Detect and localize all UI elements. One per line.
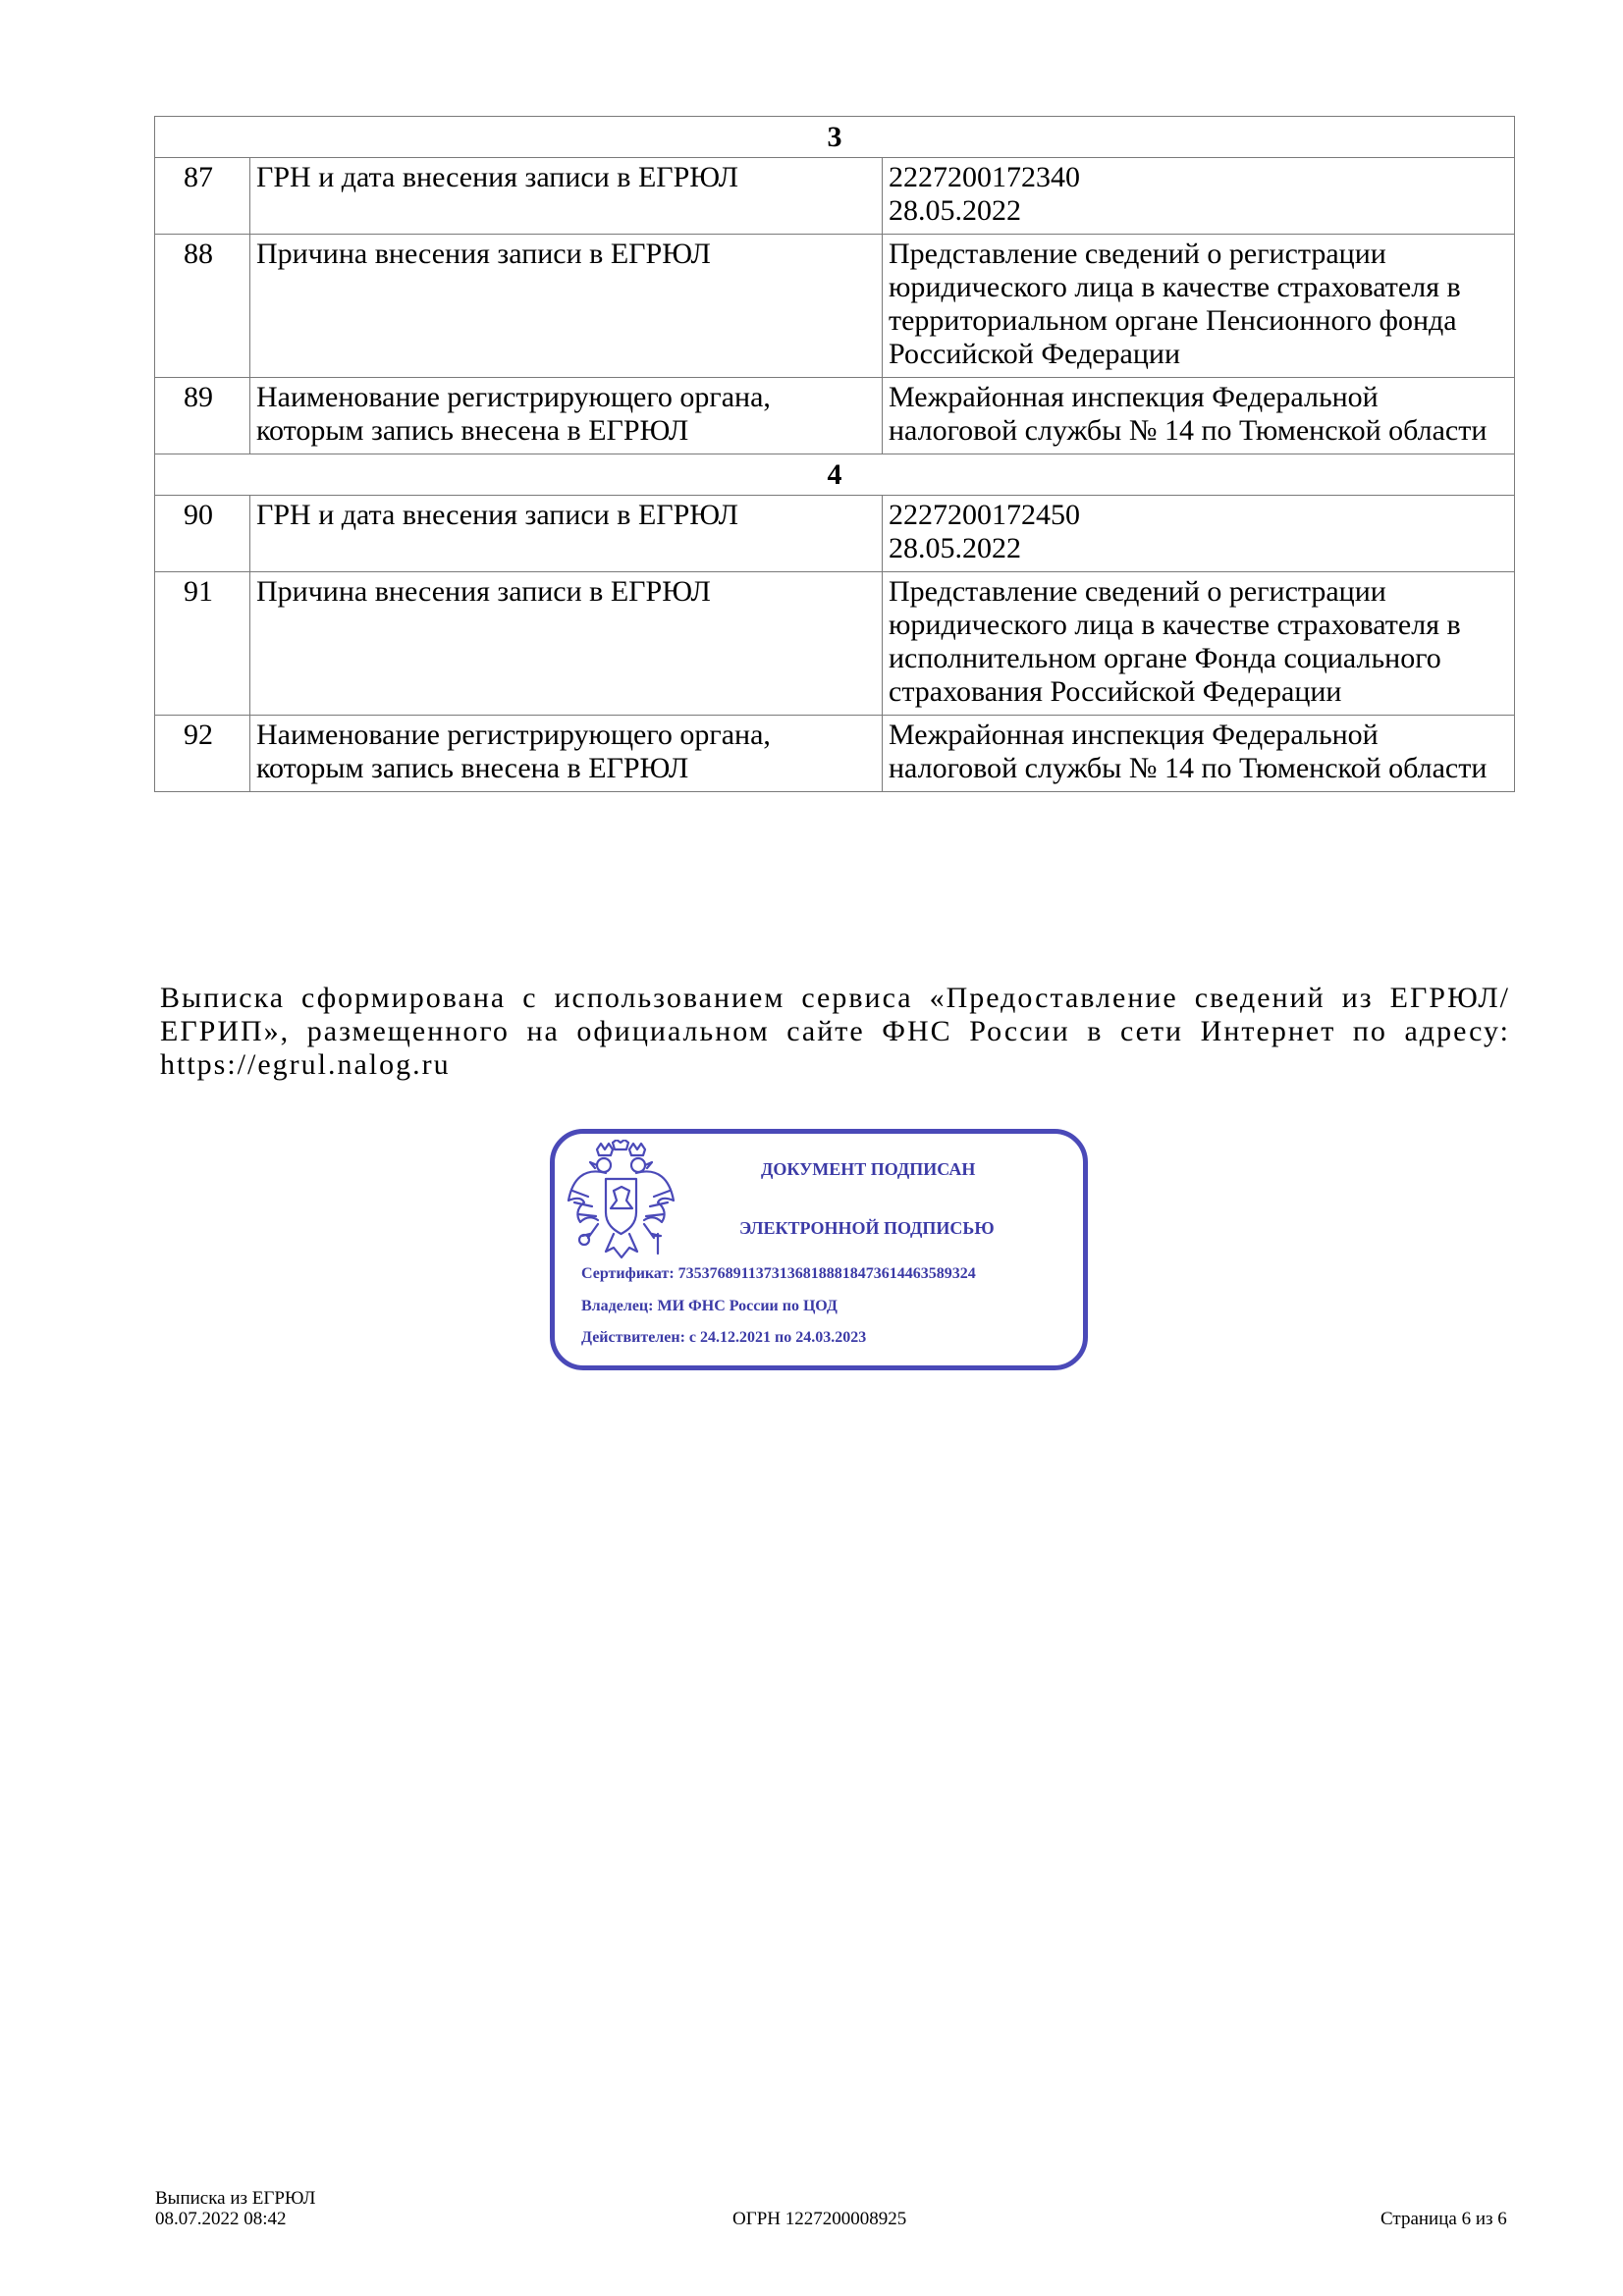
section-row-3 [155, 117, 1515, 158]
footer-doc-info [155, 2188, 315, 2229]
table-row [155, 158, 1515, 235]
grn-value: 2227200172450 [889, 499, 1080, 531]
stamp-validity: Действителен: с 24.12.2021 по 24.03.2023 [581, 1329, 867, 1346]
table-row [155, 235, 1515, 378]
row-number: 90 [155, 496, 250, 572]
row-value: Представление сведений о регистрации юридического лица в качестве страхователя в территориальном органе Пенсионного фонда Российской Федерации [883, 235, 1515, 378]
row-number: 92 [155, 716, 250, 792]
section-number: 3 [155, 117, 1515, 158]
footer-doc-name: Выписка из ЕГРЮЛ [155, 2188, 316, 2209]
table-row [155, 378, 1515, 454]
table-row [155, 572, 1515, 716]
footer-page-number: Страница 6 из 6 [1380, 2209, 1507, 2229]
stamp-certificate: Сертификат: 73537689113731368188818473614463589324 [581, 1265, 976, 1282]
row-value [883, 496, 1515, 572]
row-value: Межрайонная инспекция Федеральной налоговой службы № 14 по Тюменской области [883, 378, 1515, 454]
row-label: ГРН и дата внесения записи в ЕГРЮЛ [250, 158, 883, 235]
row-label: Наименование регистрирующего органа, которым запись внесена в ЕГРЮЛ [250, 716, 883, 792]
egrul-records-table [154, 116, 1515, 792]
service-notice: Выписка сформирована с использованием сервиса «Предоставление сведений из ЕГРЮЛ/ЕГРИП», размещенного на официальном сайте ФНС России в сети Интернет по адресу: https://egrul.nalog.ru [160, 982, 1510, 1081]
footer-datetime: 08.07.2022 08:42 [155, 2209, 287, 2229]
record-date: 28.05.2022 [889, 194, 1021, 227]
stamp-title-line1: ДОКУМЕНТ ПОДПИСАН [761, 1159, 976, 1179]
row-number: 88 [155, 235, 250, 378]
stamp-owner: Владелец: МИ ФНС России по ЦОД [581, 1298, 838, 1314]
row-value: Представление сведений о регистрации юридического лица в качестве страхователя в исполнительном органе Фонда социального страхования Российской Федерации [883, 572, 1515, 716]
stamp-title-line2: ЭЛЕКТРОННОЙ ПОДПИСЬЮ [739, 1218, 995, 1238]
section-row-4 [155, 454, 1515, 496]
row-number: 89 [155, 378, 250, 454]
table-row [155, 496, 1515, 572]
footer-ogrn: ОГРН 1227200008925 [732, 2209, 907, 2229]
section-number: 4 [155, 454, 1515, 496]
grn-value: 2227200172340 [889, 161, 1080, 193]
double-headed-eagle-emblem-icon [565, 1140, 677, 1267]
record-date: 28.05.2022 [889, 532, 1021, 564]
row-label: Наименование регистрирующего органа, которым запись внесена в ЕГРЮЛ [250, 378, 883, 454]
row-number: 87 [155, 158, 250, 235]
row-value [883, 158, 1515, 235]
row-label: Причина внесения записи в ЕГРЮЛ [250, 235, 883, 378]
row-label: Причина внесения записи в ЕГРЮЛ [250, 572, 883, 716]
row-value: Межрайонная инспекция Федеральной налоговой службы № 14 по Тюменской области [883, 716, 1515, 792]
electronic-signature-stamp [550, 1129, 1088, 1370]
row-number: 91 [155, 572, 250, 716]
row-label: ГРН и дата внесения записи в ЕГРЮЛ [250, 496, 883, 572]
table-row [155, 716, 1515, 792]
